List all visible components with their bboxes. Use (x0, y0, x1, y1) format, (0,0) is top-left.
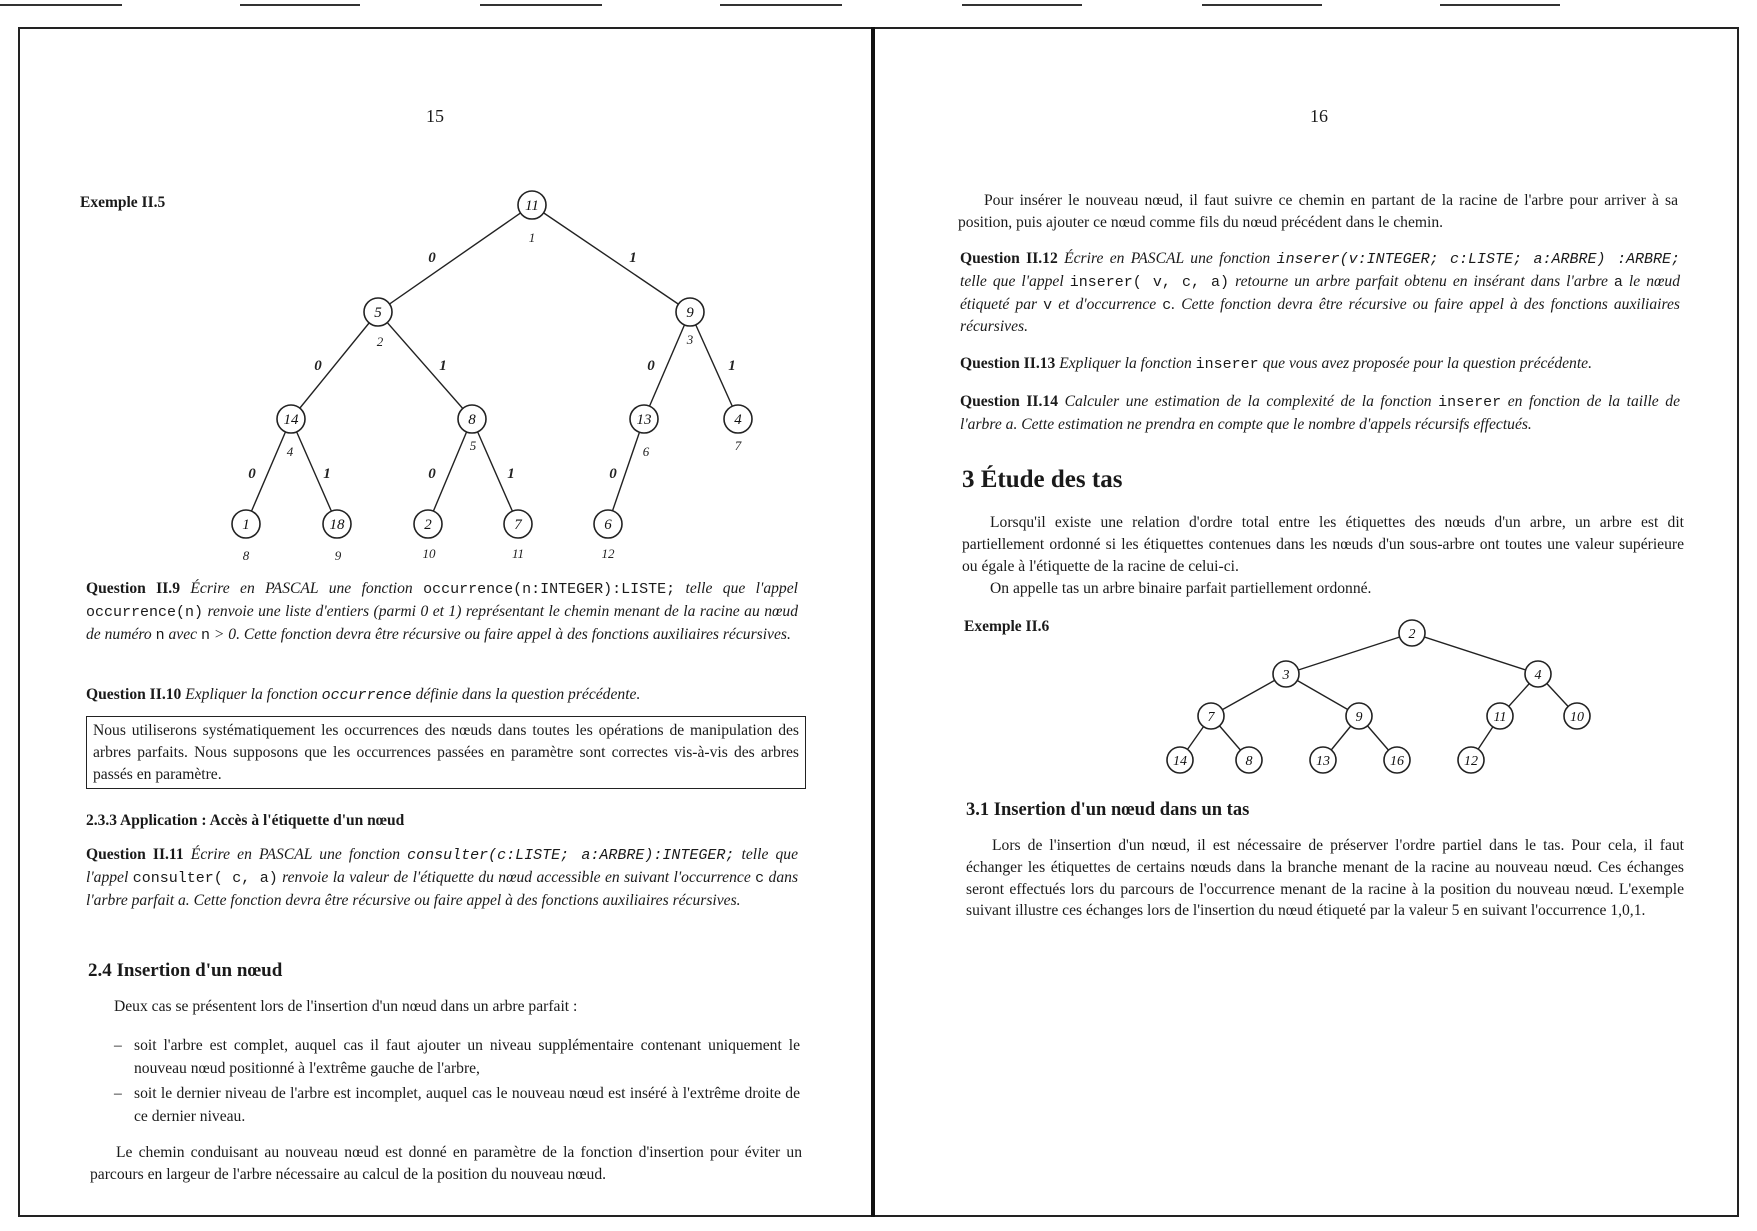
edge-digit-label: 1 (439, 358, 447, 374)
question-text: Écrire en PASCAL une fonction (190, 846, 408, 863)
code-snippet: inserer(v:INTEGER; c:LISTE; a:ARBRE) :ARBRE; (1276, 251, 1680, 268)
edge-digit-label: 1 (323, 466, 331, 482)
svg-text:10: 10 (1570, 710, 1584, 725)
node-number-label: 4 (286, 444, 294, 459)
edge-digit-label: 1 (507, 466, 515, 482)
svg-text:12: 12 (1464, 754, 1478, 769)
node-number-label: 8 (242, 548, 250, 563)
heap-node (1273, 661, 1299, 687)
svg-text:18: 18 (329, 517, 345, 533)
heap-node (1236, 747, 1262, 773)
example-label: Exemple II.6 (964, 618, 1050, 635)
page-number: 16 (1310, 106, 1328, 126)
svg-text:8: 8 (1245, 754, 1253, 769)
bullet-list (110, 1034, 800, 1130)
code-snippet: a (1005, 415, 1014, 433)
section-heading-3-1: 3.1 Insertion d'un nœud dans un tas (966, 800, 1250, 820)
node-number-label: 7 (734, 438, 742, 453)
svg-text:14: 14 (283, 412, 299, 428)
node-number-label: 12 (601, 546, 615, 561)
edge-digit-label: 0 (609, 466, 617, 482)
svg-text:4: 4 (1534, 668, 1542, 683)
heap-node (1384, 747, 1410, 773)
svg-text:8: 8 (468, 412, 476, 428)
heap-node (1167, 747, 1193, 773)
svg-text:2: 2 (424, 517, 432, 533)
list-item: – soit l'arbre est complet, auquel cas il faut ajouter un niveau supplémentaire contenant uniquement le nouveau nœud positionné à l'extrême gauche de l'arbre, (110, 1034, 800, 1080)
question-text: avec (164, 625, 201, 643)
heap-node (1564, 703, 1590, 729)
question-text: renvoie la valeur de l'étiquette du nœud accessible en suivant l'occurrence (277, 868, 756, 886)
question-text: le nœud étiqueté par (960, 272, 1680, 313)
code-snippet: v (1043, 296, 1053, 314)
code-snippet: occurrence(n:INTEGER):LISTE; (423, 581, 676, 598)
svg-text:2: 2 (1408, 627, 1416, 642)
svg-text:11: 11 (525, 198, 539, 214)
question-text: dans l'arbre parfait (86, 868, 799, 909)
svg-text:13: 13 (1316, 754, 1330, 769)
svg-text:3: 3 (1282, 668, 1290, 683)
code-snippet: a (178, 891, 186, 909)
question-text: Expliquer la fonction (185, 686, 322, 703)
heap-node (1346, 703, 1372, 729)
question-label: Question II.14 (960, 393, 1058, 410)
question-text: . Cette estimation ne prendra en compte que le nombre d'appels récursifs effectués. (1013, 415, 1532, 433)
node-number-label: 5 (469, 438, 477, 453)
code-snippet: inserer( v, c, a) (1069, 273, 1230, 291)
section-heading-2-3-3: 2.3.3 Application : Accès à l'étiquette d'un nœud (86, 812, 405, 829)
question-text: . Cette fonction devra être récursive ou faire appel à des fonctions auxiliaires récursives. (185, 891, 741, 909)
paragraph: Pour insérer le nouveau nœud, il faut suivre ce chemin en partant de la racine de l'arbre pour arriver à sa position, puis ajouter ce nœud comme fils du nœud précédent dans le chemin. (958, 192, 1678, 231)
svg-text:1: 1 (242, 517, 250, 533)
code-snippet: consulter( c, a) (132, 869, 278, 887)
question-text: que vous avez proposée pour la question précédente. (1258, 355, 1592, 372)
question-text: Calculer une estimation de la complexité de la fonction (1064, 393, 1439, 410)
question-text: Écrire en PASCAL une fonction (190, 580, 424, 597)
question-text: Expliquer la fonction (1059, 355, 1196, 372)
paragraph: Lors de l'insertion d'un nœud, il est nécessaire de préserver l'ordre partiel dans le tas. Pour cela, il faut échanger les étiquettes de certains nœuds dans la branche menant de la racine au nouveau nœud. Ces échanges seront effectués lors du parcours de l'occurrence menant de la racine à la position du nouveau nœud. L'exemple suivant illustre ces échanges lors de l'insertion du nœud étiqueté par la valeur 5 en suivant l'occurrence 1,0,1. (966, 837, 1684, 920)
example-label: Exemple II.5 (80, 194, 166, 211)
code-snippet: inserer (1438, 394, 1502, 411)
code-snippet: c (755, 869, 765, 887)
question-text: et d'occurrence (1052, 295, 1163, 313)
svg-text:13: 13 (636, 412, 652, 428)
code-snippet: c (1162, 296, 1172, 314)
intro-paragraph: Deux cas se présentent lors de l'insertion d'un nœud dans un arbre parfait : (114, 998, 578, 1015)
edge-digit-label: 1 (728, 358, 736, 374)
node-number-label: 10 (422, 546, 436, 561)
node-number-label: 1 (528, 230, 536, 245)
svg-text:11: 11 (1493, 710, 1507, 725)
edge-digit-label: 0 (428, 250, 436, 266)
question-label: Question II.10 (86, 686, 182, 703)
node-number-label: 11 (511, 546, 525, 561)
heap-node (1310, 747, 1336, 773)
edge-digit-label: 1 (629, 250, 637, 266)
question-text: telle que l'appel (960, 272, 1070, 290)
heap-node (1458, 747, 1484, 773)
question-text: renvoie une liste d'entiers (parmi 0 et 1) représentant le chemin menant de la racine au nœud de numéro (86, 602, 798, 643)
node-number-label: 9 (334, 548, 342, 563)
svg-text:9: 9 (686, 305, 694, 321)
page-number: 15 (426, 106, 444, 126)
svg-text:5: 5 (374, 305, 382, 321)
svg-text:7: 7 (514, 517, 522, 533)
node-number-label: 2 (376, 334, 384, 349)
node-number-label: 3 (686, 332, 694, 347)
question-label: Question II.12 (960, 250, 1058, 267)
question-ii11 (86, 844, 798, 911)
heap-node (1399, 620, 1425, 646)
question-text: > 0. Cette fonction devra être récursive ou faire appel à des fonctions auxiliaires récursives. (209, 625, 791, 643)
svg-text:6: 6 (604, 517, 612, 533)
question-label: Question II.11 (86, 846, 184, 863)
list-item: – soit le dernier niveau de l'arbre est incomplet, auquel cas le nouveau nœud est inséré à l'extrême droite de ce dernier niveau. (110, 1082, 800, 1128)
question-text: définie dans la question précédente. (411, 686, 641, 703)
node-number-label: 6 (642, 444, 650, 459)
question-text: Écrire en PASCAL une fonction (1064, 250, 1277, 267)
code-snippet: occurrence (321, 687, 412, 704)
code-snippet: n (200, 626, 210, 644)
code-snippet: occurrence(n) (86, 603, 204, 621)
code-snippet: n (155, 626, 165, 644)
paragraph: Lorsqu'il existe une relation d'ordre total entre les étiquettes des nœuds d'un arbre, un arbre est dit partiellement ordonné si les étiquettes contenues dans les nœuds d'un sous-arbre ont toutes une valeur supérieure ou égale à l'étiquette de la racine de celui-ci. (962, 514, 1684, 575)
question-text: telle que l'appel (675, 580, 798, 597)
question-label: Question II.13 (960, 355, 1056, 372)
section-heading-2-4: 2.4 Insertion d'un nœud (88, 960, 283, 981)
edge-digit-label: 0 (314, 358, 322, 374)
edge-digit-label: 0 (647, 358, 655, 374)
question-text: retourne un arbre parfait obtenu en insérant dans l'arbre (1229, 272, 1614, 290)
svg-text:16: 16 (1390, 754, 1404, 769)
heap-node (1487, 703, 1513, 729)
question-text: . Cette fonction devra être récursive ou faire appel à des fonctions auxiliaires récursives. (960, 295, 1680, 336)
code-snippet: a (1613, 273, 1623, 291)
note-box: Nous utiliserons systématiquement les occurrences des nœuds dans toutes les opérations de manipulation des arbres parfaits. Nous supposons que les occurrences passées en paramètre sont correctes vis-à-vis des arbres passés en paramètre. (86, 716, 806, 789)
question-text: en fonction de la taille de l'arbre (960, 393, 1680, 433)
closing-paragraph: Le chemin conduisant au nouveau nœud est donné en paramètre de la fonction d'insertion pour éviter un parcours en largeur de l'arbre nécessaire au calcul de la position du nouveau nœud. (90, 1144, 802, 1183)
question-label: Question II.9 (86, 580, 181, 597)
heap-node (1525, 661, 1551, 687)
edge-digit-label: 0 (248, 466, 256, 482)
code-snippet: consulter(c:LISTE; a:ARBRE):INTEGER; (407, 847, 735, 864)
svg-text:4: 4 (734, 412, 742, 428)
heap-node (1198, 703, 1224, 729)
edge-digit-label: 0 (428, 466, 436, 482)
question-text: telle que l'appel (86, 846, 799, 886)
paragraph: On appelle tas un arbre binaire parfait partiellement ordonné. (990, 580, 1372, 597)
svg-text:14: 14 (1173, 754, 1187, 769)
svg-text:9: 9 (1355, 710, 1363, 725)
svg-text:7: 7 (1207, 710, 1215, 725)
section-heading-3: 3 Étude des tas (962, 466, 1123, 493)
code-snippet: inserer (1195, 356, 1259, 373)
